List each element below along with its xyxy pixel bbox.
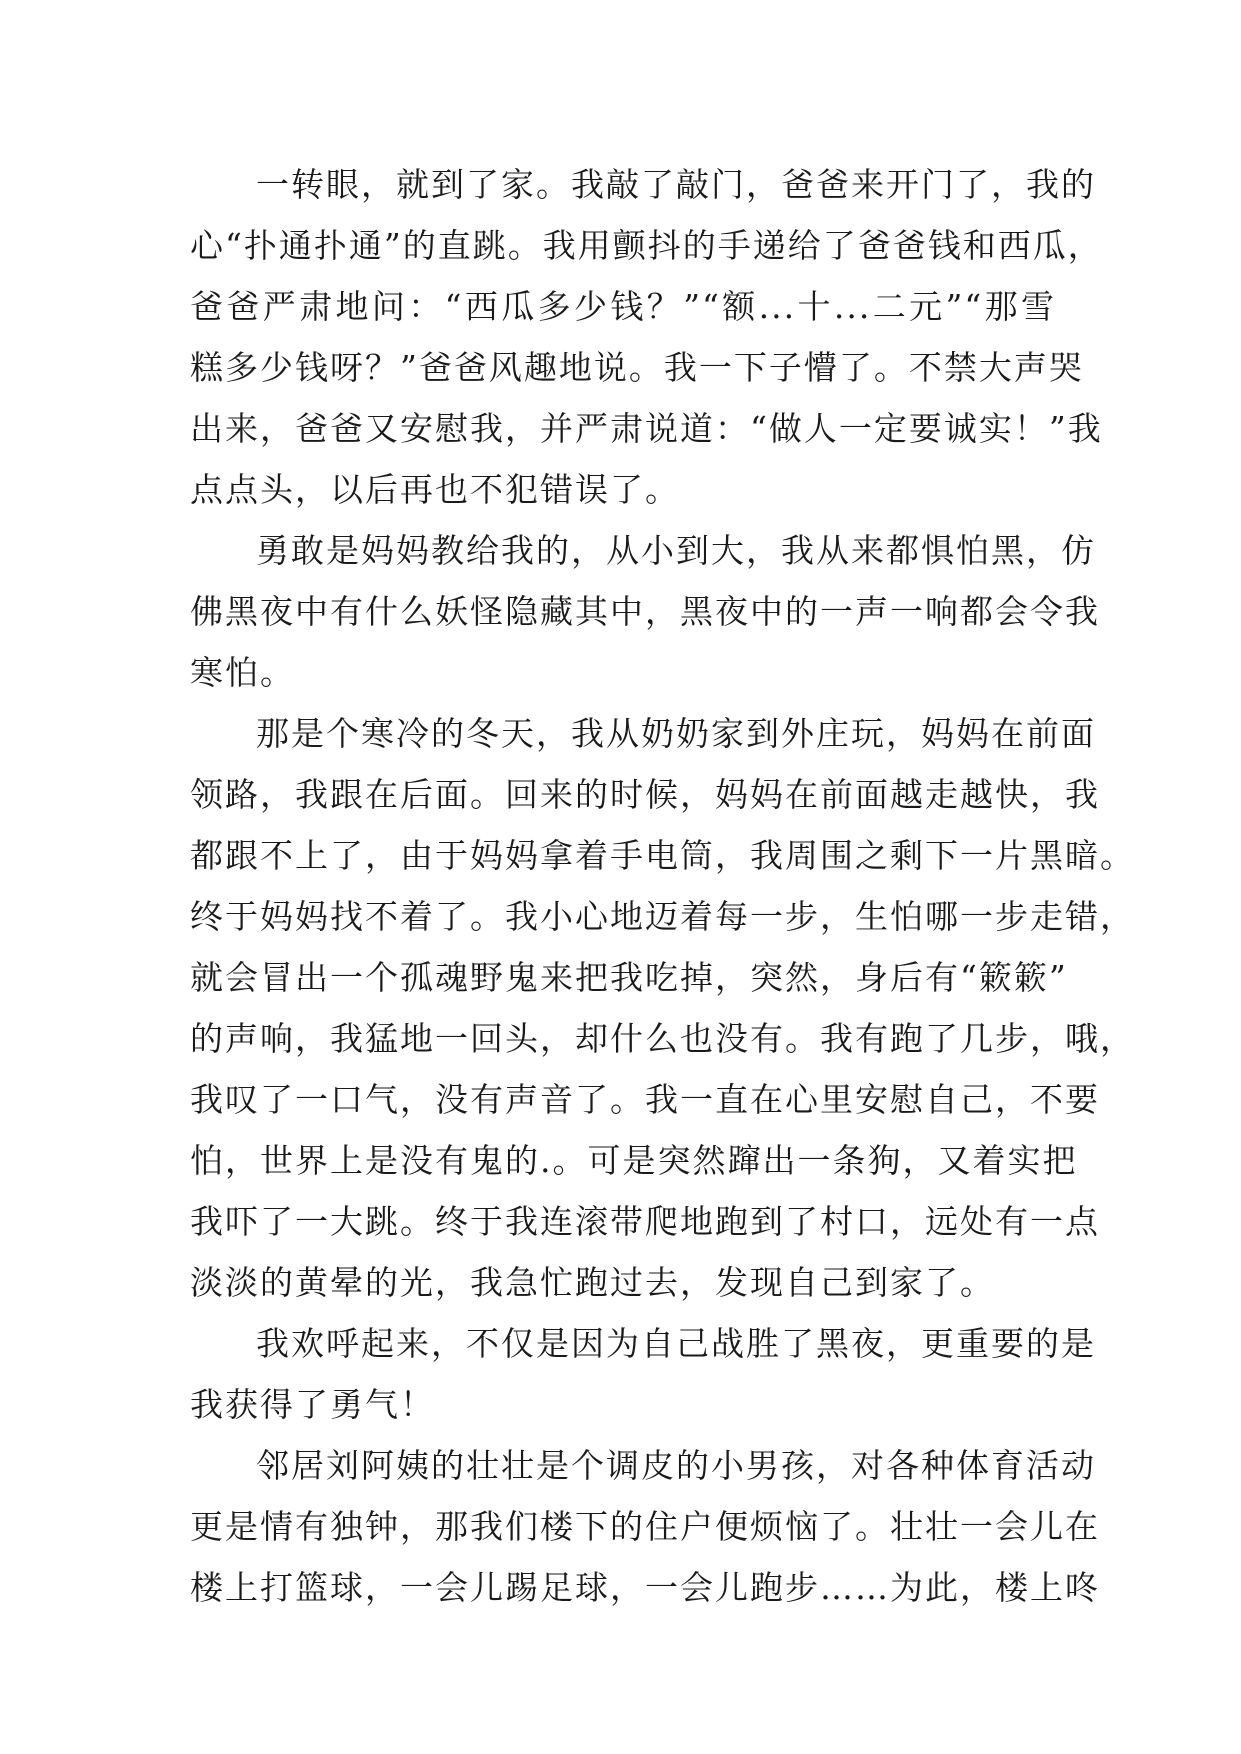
paragraph-3 [190,703,1135,1313]
text-line: 勇敢是妈妈教给我的，从小到大，我从来都惧怕黑，仿 [256,531,1096,570]
text-line: 糕多少钱呀？”爸爸风趣地说。我一下子懵了。不禁大声哭 [190,348,1084,387]
paragraph-1 [190,154,1103,520]
paragraph-4 [190,1313,1096,1435]
text-line: 我欢呼起来，不仅是因为自己战胜了黑夜，更重要的是 [256,1324,1096,1363]
text-line: 终于妈妈找不着了。我小心地迈着每一步，生怕哪一步走错， [190,897,1135,936]
text-line: 都跟不上了，由于妈妈拿着手电筒，我周围之剩下一片黑暗。 [190,836,1135,875]
text-line: 心“扑通扑通”的直跳。我用颤抖的手递给了爸爸钱和西瓜， [190,226,1103,265]
text-line: 那是个寒冷的冬天，我从奶奶家到外庄玩，妈妈在前面 [256,714,1096,753]
text-line: 寒怕。 [190,653,295,692]
text-line: 爸爸严肃地问：“西瓜多少钱？”“额...十...二元”“那雪 [190,287,1056,326]
text-line: 佛黑夜中有什么妖怪隐藏其中，黑夜中的一声一响都会令我 [190,592,1100,631]
paragraph-5 [190,1435,1100,1618]
text-line: 出来，爸爸又安慰我，并严肃说道：“做人一定要诚实！”我 [190,409,1103,448]
paragraph-2 [190,520,1100,703]
text-line: 楼上打篮球，一会儿踢足球，一会儿跑步……为此，楼上咚 [190,1568,1100,1607]
text-line: 我获得了勇气！ [190,1385,435,1424]
text-line: 的声响，我猛地一回头，却什么也没有。我有跑了几步，哦， [190,1019,1135,1058]
text-line: 怕，世界上是没有鬼的.。可是突然蹿出一条狗，又着实把 [190,1141,1078,1180]
text-line: 领路，我跟在后面。回来的时候，妈妈在前面越走越快，我 [190,775,1100,814]
text-line: 更是情有独钟，那我们楼下的住户便烦恼了。壮壮一会儿在 [190,1507,1100,1546]
text-line: 一转眼，就到了家。我敲了敲门，爸爸来开门了，我的 [256,165,1096,204]
text-line: 就会冒出一个孤魂野鬼来把我吃掉，突然，身后有“簌簌” [190,958,1068,997]
text-line: 我叹了一口气，没有声音了。我一直在心里安慰自己，不要 [190,1080,1100,1119]
text-line: 淡淡的黄晕的光，我急忙跑过去，发现自己到家了。 [190,1263,995,1302]
document-body [190,154,1135,1618]
text-line: 邻居刘阿姨的壮壮是个调皮的小男孩，对各种体育活动 [256,1446,1096,1485]
text-line: 我吓了一大跳。终于我连滚带爬地跑到了村口，远处有一点 [190,1202,1100,1241]
text-line: 点点头，以后再也不犯错误了。 [190,470,680,509]
